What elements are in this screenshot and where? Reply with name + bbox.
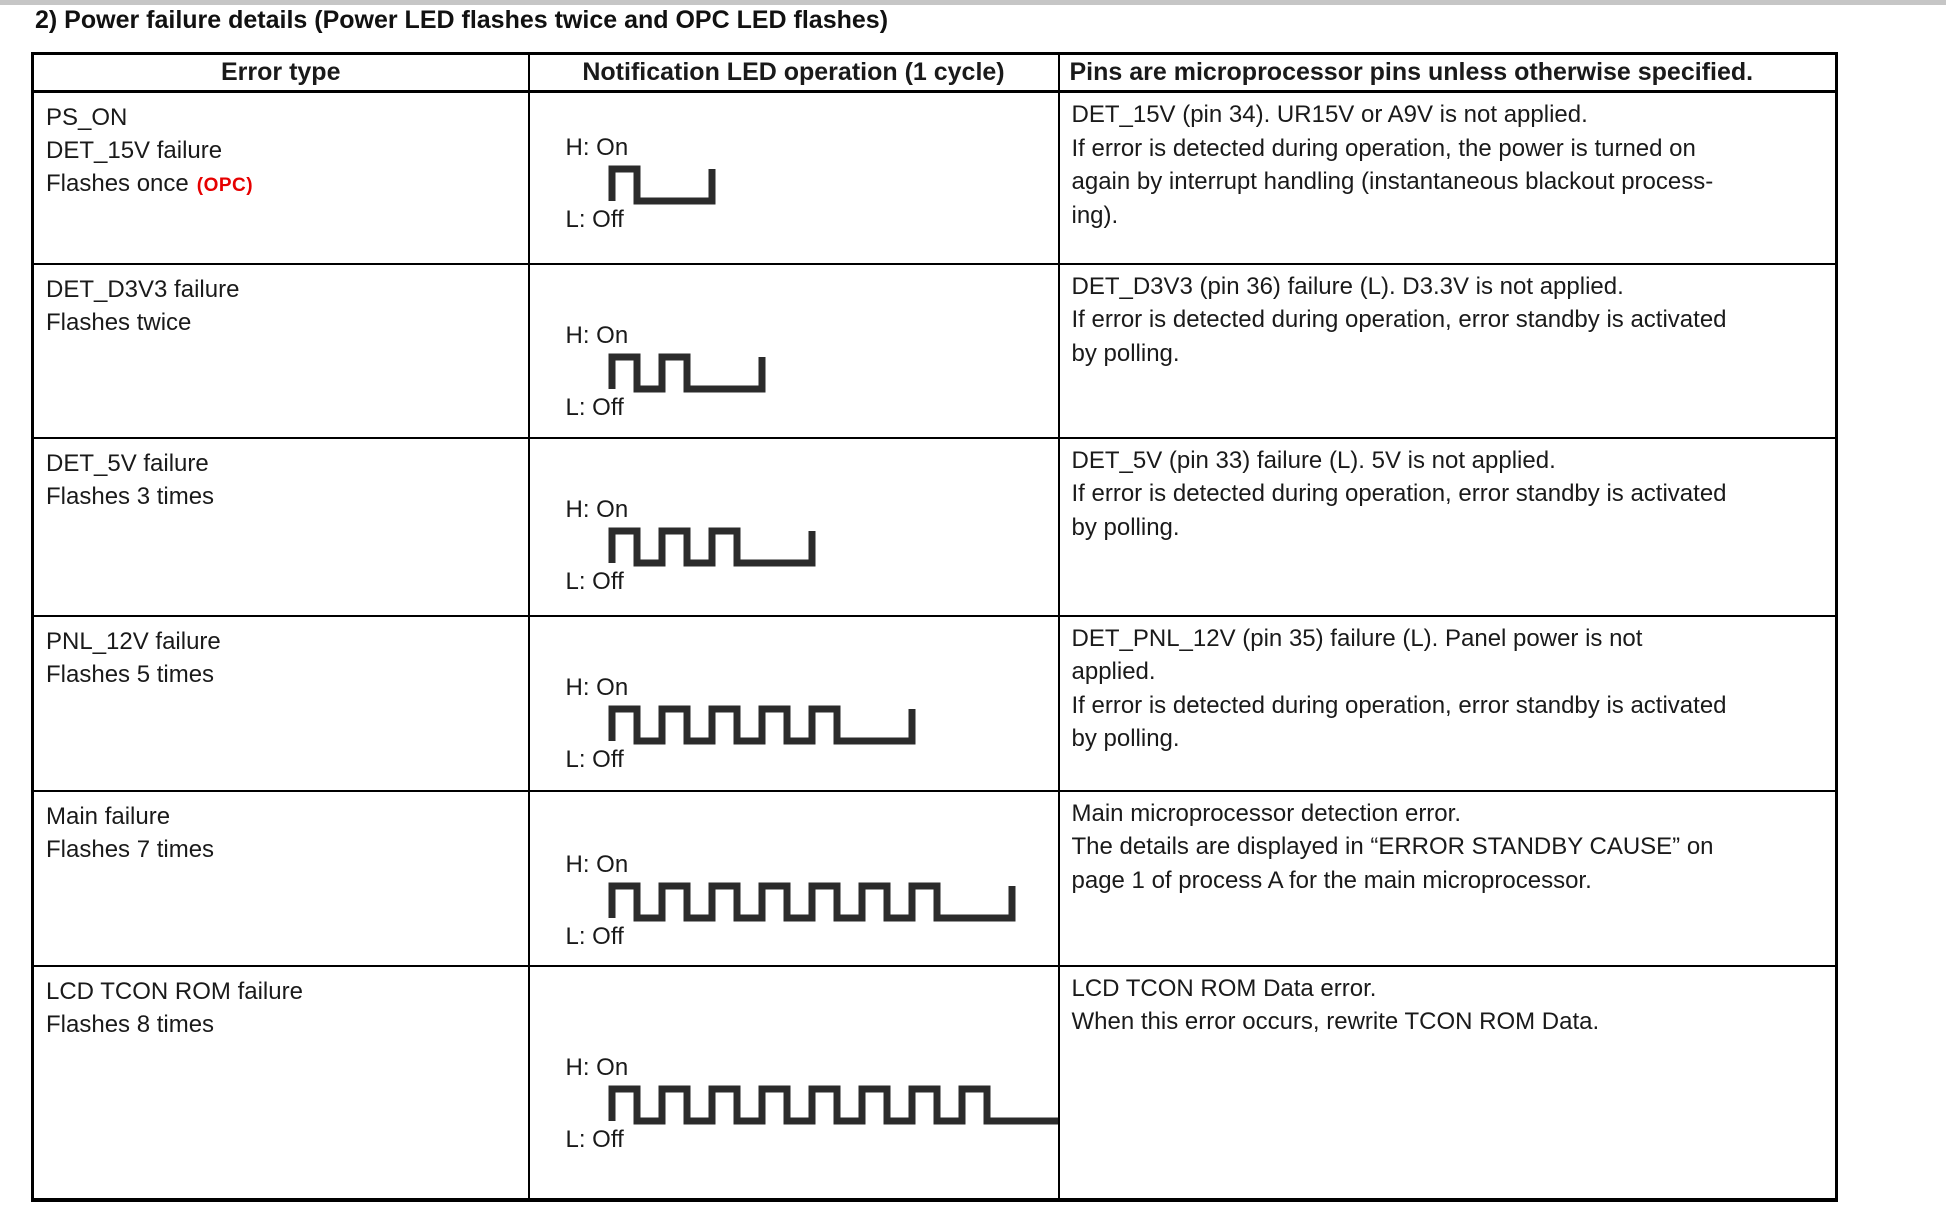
table-row [33,264,1837,438]
table-row [33,438,1837,616]
error-type-text: Flashes twice [46,308,192,336]
pin-description-line: LCD TCON ROM Data error. [1071,974,1377,1002]
led-high-label: H: On [565,850,629,878]
led-high-label: H: On [565,321,629,349]
error-type-text: Flashes 5 times [46,660,215,688]
led-operation-cell [529,92,1059,264]
error-type-text: PNL_12V failure [46,627,221,655]
led-high-label: H: On [565,134,629,161]
error-type-cell [33,264,529,438]
error-type-text: DET_D3V3 failure [46,275,240,303]
pin-description-line: The details are displayed in “ERROR STANDBY CAUSE” on [1071,833,1714,860]
led-operation-cell [529,616,1059,791]
error-type-cell [33,438,529,616]
error-type-text: Flashes 7 times [46,835,215,863]
pin-description-line: If error is detected during operation, error standby is activated [1071,306,1727,333]
led-low-label: L: Off [565,745,624,773]
error-type-line [46,273,518,306]
error-type-line [46,101,518,134]
page-top-edge [0,0,1946,5]
pin-description-line: by polling. [1071,339,1180,367]
error-type-text: PS_ON [46,104,128,131]
error-type-line [46,134,518,167]
error-type-text: Main failure [46,802,171,830]
header-row [33,54,1837,92]
pin-description-line: If error is detected during operation, the power is turned on [1071,134,1696,162]
pin-description-line: again by interrupt handling (instantaneous blackout process- [1071,168,1714,195]
led-low-label: L: Off [565,393,624,421]
table-row [33,791,1837,966]
led-operation-cell [529,438,1059,616]
column-header-pin-note: Pins are microprocessor pins unless otherwise specified. [1059,54,1837,92]
pin-description-line: applied. [1071,658,1156,685]
pin-description-line: page 1 of process A for the main microprocessor. [1071,866,1592,894]
error-type-line [46,800,518,833]
pin-description-line: by polling. [1071,725,1180,752]
column-header-led-operation: Notification LED operation (1 cycle) [529,54,1059,92]
error-type-line [46,833,518,866]
pin-description-line: DET_PNL_12V (pin 35) failure (L). Panel power is not [1071,624,1643,652]
error-type-cell [33,966,529,1200]
led-waveform [608,703,916,745]
led-low-label: L: Off [565,1125,624,1153]
pin-description-cell [1059,264,1837,438]
error-type-text: Flashes 3 times [46,482,215,510]
led-high-label: H: On [565,1053,629,1081]
error-type-cell [33,616,529,791]
led-operation-cell [529,791,1059,966]
led-low-label: L: Off [565,206,624,233]
table-row [33,92,1837,264]
pin-description-cell [1059,92,1837,264]
error-type-line [46,1008,518,1041]
led-low-label: L: Off [565,567,624,595]
pin-description-cell [1059,791,1837,966]
error-type-text: DET_5V failure [46,449,209,477]
pin-description-line: Main microprocessor detection error. [1071,799,1461,827]
error-type-line [46,167,518,202]
led-waveform [608,525,816,567]
pin-description-cell [1059,966,1837,1200]
error-type-line [46,447,518,480]
column-header-error-type: Error type [33,54,529,92]
error-type-text: Flashes 8 times [46,1010,215,1038]
error-type-cell [33,791,529,966]
pin-description-cell [1059,616,1837,791]
error-type-text: LCD TCON ROM failure [46,977,303,1005]
error-type-line [46,480,518,513]
pin-description-line: DET_D3V3 (pin 36) failure (L). D3.3V is not applied. [1071,272,1624,300]
pin-description-line: ing). [1071,201,1119,229]
error-type-line [46,625,518,658]
pin-description-line: DET_5V (pin 33) failure (L). 5V is not applied. [1071,446,1556,474]
led-waveform [608,1083,1059,1125]
led-waveform [608,163,716,205]
error-type-cell [33,92,529,264]
error-type-line [46,658,518,691]
pin-description-line: DET_15V (pin 34). UR15V or A9V is not applied. [1071,101,1588,128]
led-waveform [608,880,1016,922]
error-type-line [46,306,518,339]
pin-description-line: If error is detected during operation, error standby is activated [1071,480,1727,507]
error-type-text: Flashes once [46,170,189,197]
error-type-text: DET_15V failure [46,137,223,164]
led-high-label: H: On [565,495,629,523]
led-waveform [608,351,766,393]
led-operation-cell [529,966,1059,1200]
error-type-line [46,975,518,1008]
table-row [33,966,1837,1200]
pin-description-line: by polling. [1071,513,1180,541]
table-row [33,616,1837,791]
opc-tag: (OPC) [196,175,254,196]
led-high-label: H: On [565,673,629,701]
pin-description-line: If error is detected during operation, error standby is activated [1071,691,1727,719]
power-failure-table [31,52,1838,1202]
pin-description-cell [1059,438,1837,616]
led-low-label: L: Off [565,922,624,950]
page-title: 2) Power failure details (Power LED flashes twice and OPC LED flashes) [35,6,889,34]
pin-description-line: When this error occurs, rewrite TCON ROM Data. [1071,1008,1600,1035]
led-operation-cell [529,264,1059,438]
